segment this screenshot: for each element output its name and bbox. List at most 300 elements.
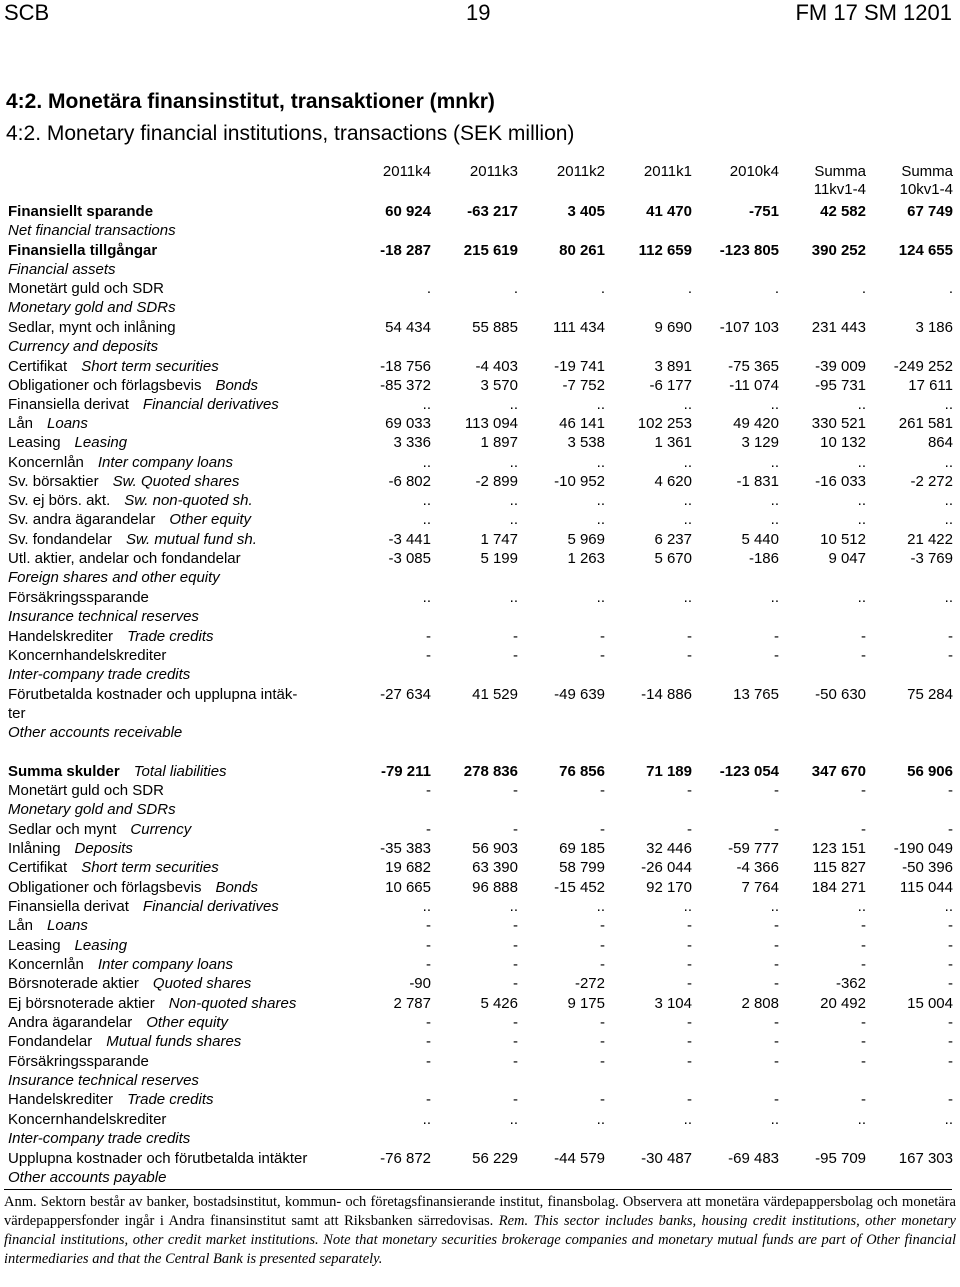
- header-left: SCB: [4, 0, 50, 25]
- row-label-sv: Förutbetalda kostnader och upplupna intäk-: [8, 686, 298, 703]
- table-cell: -50 630: [815, 686, 866, 703]
- table-cell: ..: [857, 396, 866, 413]
- table-cell: ..: [422, 454, 431, 471]
- row-label-en: Total liabilities: [133, 763, 227, 780]
- table-row-label: [8, 530, 257, 549]
- table-cell: 42 582: [820, 203, 866, 220]
- table-cell: -: [426, 917, 431, 934]
- row-label-sv: Koncernlån: [8, 454, 84, 471]
- table-cell: ..: [422, 589, 431, 606]
- row-label-en: Quoted shares: [152, 975, 252, 992]
- row-label-sv: Monetärt guld och SDR: [8, 782, 164, 799]
- table-cell: -18 287: [380, 242, 431, 259]
- table-cell: 330 521: [811, 415, 866, 432]
- table-cell: -: [426, 956, 431, 973]
- table-cell: -: [774, 647, 779, 664]
- table-cell: ..: [683, 511, 692, 528]
- table-cell: ..: [683, 492, 692, 509]
- table-cell: .: [687, 280, 692, 297]
- table-cell: .: [948, 280, 953, 297]
- table-cell: -: [774, 1091, 779, 1108]
- table-cell: ..: [944, 396, 953, 413]
- table-cell: 20 492: [820, 995, 866, 1012]
- table-cell: -85 372: [380, 377, 431, 394]
- table-cell: ..: [596, 1111, 605, 1128]
- table-cell: 5 440: [741, 531, 779, 548]
- table-cell: -: [948, 975, 953, 992]
- table-row-label: [8, 318, 176, 356]
- row-label-sv: Lån: [8, 415, 34, 432]
- table-cell: 5 969: [567, 531, 605, 548]
- table-cell: 96 888: [472, 879, 518, 896]
- table-cell: -26 044: [641, 859, 692, 876]
- table-cell: ..: [422, 1111, 431, 1128]
- table-cell: 13 765: [733, 686, 779, 703]
- table-cell: 5 670: [654, 550, 692, 567]
- table-row-label: [8, 916, 88, 935]
- table-cell: ..: [422, 898, 431, 915]
- table-cell: ..: [509, 898, 518, 915]
- table-cell: -: [513, 821, 518, 838]
- table-cell: 115 827: [812, 859, 866, 876]
- table-cell: ..: [509, 589, 518, 606]
- table-cell: -107 103: [719, 319, 779, 336]
- row-label-en: Financial assets: [8, 261, 116, 278]
- table-cell: -: [948, 1053, 953, 1070]
- table-cell: 19 682: [385, 859, 431, 876]
- table-cell: ..: [770, 589, 779, 606]
- row-label-sv: Upplupna kostnader och förutbetalda intäkter: [8, 1150, 308, 1167]
- table-cell: 9 690: [654, 319, 692, 336]
- row-label-sv: Certifikat: [8, 358, 68, 375]
- note-en-prefix: Rem.: [498, 1213, 529, 1229]
- row-label-en: Non-quoted shares: [168, 995, 297, 1012]
- row-label-en: Other equity: [146, 1014, 228, 1031]
- table-cell: -: [426, 821, 431, 838]
- table-cell: -: [426, 628, 431, 645]
- table-cell: -: [948, 1014, 953, 1031]
- table-cell: ..: [596, 898, 605, 915]
- table-cell: 5 426: [480, 995, 518, 1012]
- table-cell: -: [426, 782, 431, 799]
- row-label-sv: Summa skulder: [8, 763, 120, 780]
- table-cell: 71 189: [646, 763, 692, 780]
- table-cell: 10 132: [820, 434, 866, 451]
- row-label-en: Currency: [130, 821, 192, 838]
- table-title-en: 4:2. Monetary financial institutions, transactions (SEK million): [6, 122, 575, 145]
- table-cell: 7 764: [741, 879, 779, 896]
- table-cell: -69 483: [728, 1150, 779, 1167]
- table-cell: 1 747: [480, 531, 518, 548]
- table-cell: -: [774, 1014, 779, 1031]
- row-label-sv: Handelskrediter: [8, 628, 114, 645]
- table-cell: 113 094: [464, 415, 518, 432]
- table-row-label: [8, 878, 258, 897]
- table-cell: .: [426, 280, 431, 297]
- table-cell: -: [948, 917, 953, 934]
- table-cell: -: [774, 917, 779, 934]
- table-cell: ..: [596, 396, 605, 413]
- row-label-sv: Obligationer och förlagsbevis: [8, 377, 202, 394]
- table-cell: -190 049: [893, 840, 953, 857]
- column-header: [341, 163, 431, 181]
- row-label-en: Trade credits: [127, 1091, 214, 1108]
- table-cell: 10 665: [385, 879, 431, 896]
- table-cell: -: [687, 956, 692, 973]
- table-cell: -: [861, 937, 866, 954]
- table-cell: ..: [422, 492, 431, 509]
- table-cell: -14 886: [641, 686, 692, 703]
- column-header: [689, 163, 779, 181]
- table-cell: -: [861, 782, 866, 799]
- table-cell: ..: [944, 898, 953, 915]
- table-cell: 21 422: [907, 531, 953, 548]
- table-cell: 1 263: [567, 550, 605, 567]
- table-cell: ..: [944, 589, 953, 606]
- table-cell: 215 619: [463, 242, 518, 259]
- row-label-en: Short term securities: [81, 358, 219, 375]
- row-label-sv: Inlåning: [8, 840, 61, 857]
- row-label-en: Sw. mutual fund sh.: [125, 531, 257, 548]
- table-cell: -39 009: [815, 358, 866, 375]
- table-cell: -: [861, 1033, 866, 1050]
- row-label-en: Currency and deposits: [8, 338, 159, 355]
- row-label-sv: Finansiella derivat: [8, 898, 129, 915]
- table-cell: 112 659: [638, 242, 692, 259]
- table-cell: -15 452: [554, 879, 605, 896]
- table-cell: -: [600, 956, 605, 973]
- table-cell: ..: [857, 898, 866, 915]
- table-cell: -: [687, 782, 692, 799]
- table-row-label: [8, 974, 251, 993]
- table-row-label: [8, 820, 191, 839]
- column-header: [428, 163, 518, 181]
- table-cell: -123 805: [719, 242, 779, 259]
- table-row-label: [8, 491, 253, 510]
- row-label-sv: Finansiella derivat: [8, 396, 129, 413]
- table-cell: -: [600, 647, 605, 664]
- table-row-label: [8, 839, 133, 858]
- table-cell: -: [513, 937, 518, 954]
- table-cell: -: [513, 1014, 518, 1031]
- table-cell: -: [687, 1053, 692, 1070]
- column-header-line1: 2010k4: [729, 163, 779, 180]
- table-cell: -: [948, 821, 953, 838]
- table-cell: -: [861, 956, 866, 973]
- table-cell: -: [687, 1014, 692, 1031]
- table-row-label: [8, 897, 279, 916]
- row-label-sv: Sv. andra ägarandelar: [8, 511, 156, 528]
- table-cell: -11 074: [729, 377, 779, 394]
- table-cell: 1 897: [480, 434, 518, 451]
- row-label-sv: Koncernlån: [8, 956, 84, 973]
- table-cell: ..: [596, 454, 605, 471]
- table-cell: 3 104: [654, 995, 692, 1012]
- table-cell: -90: [409, 975, 431, 992]
- table-cell: -: [774, 628, 779, 645]
- table-cell: -: [600, 1033, 605, 1050]
- row-label-en: Net financial transactions: [8, 222, 176, 239]
- table-cell: -: [774, 782, 779, 799]
- table-cell: -: [426, 1014, 431, 1031]
- row-label-sv: Koncernhandelskrediter: [8, 1111, 167, 1128]
- column-header-line1: Summa: [814, 163, 866, 180]
- table-cell: 15 004: [907, 995, 953, 1012]
- table-cell: -751: [748, 203, 779, 220]
- table-cell: ..: [770, 1111, 779, 1128]
- table-cell: 54 434: [385, 319, 431, 336]
- row-label-sv: Sv. ej börs. akt.: [8, 492, 111, 509]
- table-cell: ..: [596, 492, 605, 509]
- table-cell: -: [600, 1053, 605, 1070]
- header-right: FM 17 SM 1201: [795, 0, 952, 25]
- table-cell: -63 217: [467, 203, 518, 220]
- table-cell: -3 441: [388, 531, 431, 548]
- table-cell: 2 808: [741, 995, 779, 1012]
- table-cell: -2 272: [910, 473, 953, 490]
- table-cell: -4 403: [475, 358, 518, 375]
- table-cell: 124 655: [898, 242, 953, 259]
- table-cell: ..: [683, 589, 692, 606]
- table-cell: -: [774, 821, 779, 838]
- table-cell: ..: [770, 396, 779, 413]
- table-cell: -: [774, 1053, 779, 1070]
- row-label-sv: Finansiellt sparande: [8, 203, 154, 220]
- row-label-en: Bonds: [215, 879, 258, 896]
- table-cell: 123 151: [811, 840, 866, 857]
- table-cell: 6 237: [654, 531, 692, 548]
- table-cell: ..: [770, 511, 779, 528]
- table-cell: -: [861, 628, 866, 645]
- row-label-en: Bonds: [215, 377, 258, 394]
- table-cell: -2 899: [475, 473, 518, 490]
- table-cell: -: [426, 1091, 431, 1108]
- table-row-label: [8, 955, 233, 974]
- table-cell: .: [600, 280, 605, 297]
- table-row-label: [8, 685, 297, 742]
- table-cell: 32 446: [646, 840, 692, 857]
- row-label-sv: Sv. börsaktier: [8, 473, 99, 490]
- table-cell: -: [948, 628, 953, 645]
- table-cell: ..: [596, 589, 605, 606]
- table-cell: ..: [509, 492, 518, 509]
- table-cell: 56 903: [472, 840, 518, 857]
- table-cell: -: [600, 917, 605, 934]
- row-label-sv: Andra ägarandelar: [8, 1014, 133, 1031]
- table-cell: -: [774, 975, 779, 992]
- table-cell: -: [861, 821, 866, 838]
- note-divider: [4, 1189, 952, 1190]
- table-cell: -76 872: [380, 1150, 431, 1167]
- table-cell: -: [774, 956, 779, 973]
- table-cell: ..: [683, 396, 692, 413]
- table-cell: 3 891: [654, 358, 692, 375]
- column-header-line1: 2011k4: [382, 163, 431, 180]
- row-label-en: Mutual funds shares: [106, 1033, 242, 1050]
- table-cell: -19 741: [554, 358, 605, 375]
- table-cell: 80 261: [559, 242, 605, 259]
- column-header: [776, 163, 866, 199]
- table-cell: 9 175: [567, 995, 605, 1012]
- column-header-line1: 2011k2: [556, 163, 605, 180]
- row-label-sv: Certifikat: [8, 859, 68, 876]
- table-cell: ..: [509, 1111, 518, 1128]
- table-cell: -: [861, 1053, 866, 1070]
- row-label-en: Monetary gold and SDRs: [8, 299, 176, 316]
- table-cell: -: [600, 821, 605, 838]
- table-cell: 46 141: [559, 415, 605, 432]
- row-label-sv: Utl. aktier, andelar och fondandelar: [8, 550, 241, 567]
- table-cell: ..: [683, 454, 692, 471]
- row-label-sv: Monetärt guld och SDR: [8, 280, 164, 297]
- row-label-en: Deposits: [74, 840, 133, 857]
- table-cell: 67 749: [907, 203, 953, 220]
- table-row-label: [8, 510, 251, 529]
- row-label-sv: Försäkringssparande: [8, 589, 149, 606]
- table-cell: -6 177: [649, 377, 692, 394]
- table-cell: -7 752: [562, 377, 605, 394]
- table-cell: -49 639: [554, 686, 605, 703]
- row-label-sv: Börsnoterade aktier: [8, 975, 139, 992]
- table-cell: 75 284: [907, 686, 953, 703]
- table-cell: ..: [944, 1111, 953, 1128]
- table-row-label: [8, 1013, 228, 1032]
- table-cell: -: [687, 821, 692, 838]
- table-row-label: [8, 1032, 241, 1051]
- table-cell: -: [426, 1053, 431, 1070]
- table-cell: -35 383: [380, 840, 431, 857]
- table-cell: -: [513, 956, 518, 973]
- row-label-sv: Lån: [8, 917, 34, 934]
- table-row-label: [8, 762, 227, 781]
- table-cell: -59 777: [728, 840, 779, 857]
- table-cell: -: [948, 956, 953, 973]
- table-cell: -: [861, 1091, 866, 1108]
- table-row-label: [8, 357, 219, 376]
- table-cell: -123 054: [719, 763, 779, 780]
- table-cell: 115 044: [899, 879, 953, 896]
- table-cell: -: [513, 1091, 518, 1108]
- table-cell: -3 085: [388, 550, 431, 567]
- row-label-en: Financial derivatives: [142, 396, 279, 413]
- table-cell: 864: [927, 434, 953, 451]
- row-label-en: Sw. Quoted shares: [112, 473, 240, 490]
- table-cell: -: [513, 1033, 518, 1050]
- row-label-en: Other accounts receivable: [8, 724, 183, 741]
- row-label-en: Loans: [47, 917, 88, 934]
- table-cell: 231 443: [811, 319, 866, 336]
- table-cell: ..: [857, 492, 866, 509]
- row-label-en: Leasing: [74, 937, 128, 954]
- table-cell: 2 787: [393, 995, 431, 1012]
- note-en-text: This sector includes banks, housing credit institutions, other monetary financial institutions, other credit market institutions. Note that monetary securities brokerage companies and monetary mutual funds are part of Other financial intermediaries and that the Central Bank is presented separately.: [4, 1213, 956, 1267]
- row-label-en: Sw. non-quoted sh.: [124, 492, 253, 509]
- table-cell: .: [774, 280, 779, 297]
- table-row-label: [8, 781, 176, 819]
- row-label-sv: Koncernhandelskrediter: [8, 647, 167, 664]
- table-row-label: [8, 1052, 199, 1090]
- row-label-en: Loans: [47, 415, 88, 432]
- column-header: [602, 163, 692, 181]
- table-cell: 58 799: [559, 859, 605, 876]
- table-cell: -186: [748, 550, 779, 567]
- table-row-label: [8, 646, 190, 684]
- table-cell: 76 856: [559, 763, 605, 780]
- table-row-label: [8, 1090, 213, 1109]
- row-label-sv: Leasing: [8, 937, 61, 954]
- table-cell: -3 769: [910, 550, 953, 567]
- row-label-en: Inter company loans: [97, 956, 233, 973]
- row-label-en: Short term securities: [81, 859, 219, 876]
- row-label-en: Monetary gold and SDRs: [8, 801, 176, 818]
- table-cell: -: [861, 1014, 866, 1031]
- table-cell: 4 620: [654, 473, 692, 490]
- note-sv-text: Sektorn består av banker, bostadsinstitut, kommun- och företagsfinansierande institut, finansbolag. Observera att monetära värdepappersbolag och monetära värdepappersfonder ingår i Andra finansinstitut samt att Riksbanken särredovisas.: [4, 1194, 956, 1229]
- table-cell: 69 033: [385, 415, 431, 432]
- table-cell: -95 731: [815, 377, 866, 394]
- table-cell: ..: [944, 511, 953, 528]
- table-cell: -: [426, 937, 431, 954]
- table-cell: ..: [770, 454, 779, 471]
- table-cell: -: [513, 628, 518, 645]
- table-cell: 3 186: [915, 319, 953, 336]
- table-row-label: [8, 858, 219, 877]
- row-label-sv: Sedlar och mynt: [8, 821, 117, 838]
- table-row-label: [8, 279, 176, 317]
- row-label-sv-continued: ter: [8, 705, 26, 722]
- table-cell: 55 885: [472, 319, 518, 336]
- table-cell: -: [600, 782, 605, 799]
- table-cell: -4 366: [736, 859, 779, 876]
- table-row-label: [8, 549, 241, 587]
- table-row-label: [8, 241, 157, 279]
- table-cell: 92 170: [646, 879, 692, 896]
- table-cell: ..: [509, 511, 518, 528]
- row-label-sv: Försäkringssparande: [8, 1053, 149, 1070]
- table-cell: -16 033: [815, 473, 866, 490]
- table-cell: 102 253: [637, 415, 692, 432]
- table-cell: -10 952: [554, 473, 605, 490]
- row-label-sv: Ej börsnoterade aktier: [8, 995, 155, 1012]
- column-header: [863, 163, 953, 199]
- row-label-en: Other equity: [169, 511, 252, 528]
- table-note: [4, 1193, 956, 1269]
- row-label-en: Inter-company trade credits: [8, 666, 191, 683]
- column-header-line1: 2011k1: [643, 163, 692, 180]
- table-cell: .: [513, 280, 518, 297]
- table-cell: ..: [770, 492, 779, 509]
- table-cell: ..: [857, 511, 866, 528]
- table-cell: 49 420: [733, 415, 779, 432]
- row-label-sv: Leasing: [8, 434, 61, 451]
- table-cell: -: [948, 1033, 953, 1050]
- row-label-en: Leasing: [74, 434, 128, 451]
- table-cell: -: [861, 917, 866, 934]
- column-header-line2: 10kv1-4: [899, 181, 953, 198]
- table-cell: -: [687, 1033, 692, 1050]
- table-row-label: [8, 202, 176, 240]
- row-label-en: Other accounts payable: [8, 1169, 167, 1186]
- table-cell: -: [600, 628, 605, 645]
- table-cell: ..: [683, 898, 692, 915]
- table-cell: 41 529: [472, 686, 518, 703]
- row-label-en: Financial derivatives: [142, 898, 279, 915]
- table-cell: -75 365: [728, 358, 779, 375]
- row-label-en: Inter-company trade credits: [8, 1130, 191, 1147]
- table-cell: -: [948, 937, 953, 954]
- table-cell: -6 802: [388, 473, 431, 490]
- table-cell: -: [774, 937, 779, 954]
